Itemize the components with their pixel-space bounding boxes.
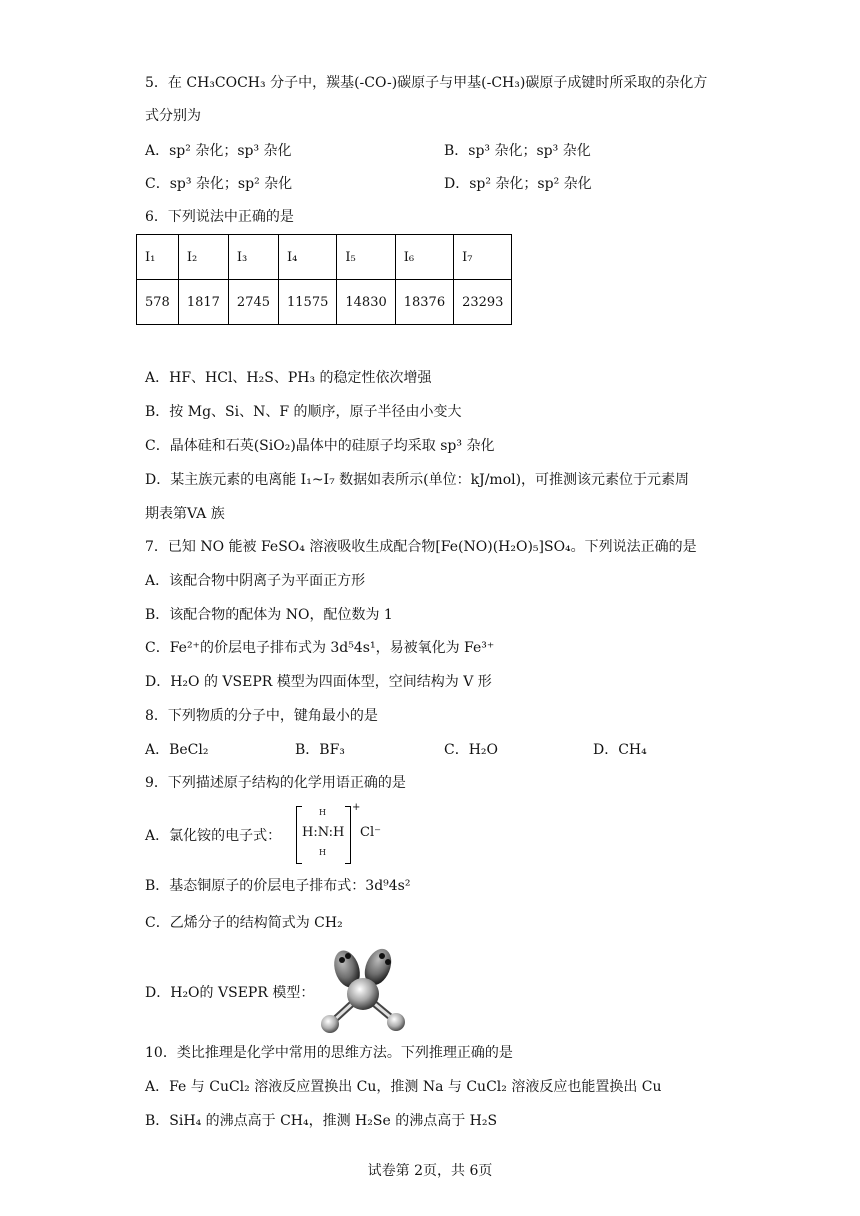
- oxygen-atom: [347, 978, 379, 1010]
- q9-option-b: B．基态铜原子的价层电子排布式：3d⁹4s²: [145, 878, 411, 894]
- table-header-cell: I₆: [395, 235, 453, 280]
- q6-option-d-line1: D．某主族元素的电离能 I₁~I₇ 数据如表所示(单位：kJ/mol)，可推测该元素位于元素周: [145, 472, 690, 488]
- lewis-center-row: H:N:H: [302, 825, 345, 840]
- q7-option-b: B．该配合物的配体为 NO，配位数为 1: [145, 607, 393, 623]
- q9-option-d-suffix: 的 VSEPR 模型：: [199, 985, 315, 1001]
- q9-option-a-prefix: A．氯化铵的电子式：: [145, 828, 282, 844]
- q7-option-c: C．Fe²⁺的价层电子排布式为 3d⁵4s¹，易被氧化为 Fe³⁺: [145, 640, 495, 656]
- table-value-cell: 18376: [395, 280, 453, 325]
- hydrogen-atom-right: [387, 1013, 405, 1031]
- q9-option-d-formula: H₂O: [170, 985, 200, 1001]
- q8-option-c: C．H₂O: [444, 742, 499, 758]
- q7-option-d: D．H₂O 的 VSEPR 模型为四面体型，空间结构为 V 形: [145, 674, 492, 690]
- lewis-anion: Cl⁻: [360, 825, 381, 840]
- q9-option-d-prefix: D．: [145, 985, 171, 1001]
- hydrogen-atom-left: [321, 1015, 339, 1033]
- q5-option-d: D．sp² 杂化；sp² 杂化: [444, 176, 592, 192]
- q10-option-b: B．SiH₄ 的沸点高于 CH₄，推测 H₂Se 的沸点高于 H₂S: [145, 1113, 498, 1129]
- table-header-row: [137, 235, 512, 280]
- table-value-cell: 1817: [178, 280, 228, 325]
- table-value-cell: 2745: [228, 280, 278, 325]
- table-header-cell: I₂: [178, 235, 228, 280]
- table-header-cell: I₇: [454, 235, 512, 280]
- right-bracket: [345, 806, 351, 864]
- q8-option-d: D．CH₄: [593, 742, 647, 758]
- table-header-cell: I₄: [279, 235, 337, 280]
- lewis-h-bottom: H: [319, 848, 326, 857]
- q9-option-d: [145, 983, 314, 1003]
- q5-option-b: B．sp³ 杂化；sp³ 杂化: [444, 143, 591, 159]
- q6-option-c: C．晶体硅和石英(SiO₂)晶体中的硅原子均采取 sp³ 杂化: [145, 438, 495, 454]
- q6-stem: 6．下列说法中正确的是: [145, 209, 294, 225]
- table-header-cell: I₁: [137, 235, 179, 280]
- q8-stem: 8．下列物质的分子中，键角最小的是: [145, 708, 378, 724]
- q6-option-d-line2: 期表第VA 族: [145, 506, 225, 522]
- q7-option-a: A．该配合物中阴离子为平面正方形: [145, 573, 366, 589]
- table-value-cell: 23293: [454, 280, 512, 325]
- page-footer: 试卷第 2页，共 6页: [367, 1163, 493, 1179]
- q6-option-b: B．按 Mg、Si、N、F 的顺序，原子半径由小变大: [145, 404, 462, 420]
- q5-stem-line2: 式分别为: [145, 108, 201, 124]
- table-value-cell: 14830: [337, 280, 395, 325]
- q6-option-a: A．HF、HCl、H₂S、PH₃ 的稳定性依次增强: [145, 370, 432, 386]
- q5-option-a: A．sp² 杂化；sp³ 杂化: [145, 143, 292, 159]
- table-value-cell: 578: [137, 280, 179, 325]
- table-value-cell: 11575: [279, 280, 337, 325]
- q10-option-a: A．Fe 与 CuCl₂ 溶液反应置换出 Cu，推测 Na 与 CuCl₂ 溶液反应也能置换出 Cu: [145, 1079, 662, 1095]
- table-value-row: [137, 280, 512, 325]
- ionization-energy-table: [136, 234, 512, 325]
- q9-option-c: C．乙烯分子的结构简式为 CH₂: [145, 915, 343, 931]
- lewis-h-top: H: [319, 808, 326, 817]
- q8-option-b: B．BF₃: [295, 742, 345, 758]
- q8-option-a: A．BeCl₂: [145, 742, 209, 758]
- q5-stem-line1: 5．在 CH₃COCH₃ 分子中，羰基(-CO-)碳原子与甲基(-CH₃)碳原子成键时所采取的杂化方: [145, 75, 708, 91]
- h2o-vsepr-model-image: [318, 944, 410, 1036]
- table-header-cell: I₃: [228, 235, 278, 280]
- q5-option-c: C．sp³ 杂化；sp² 杂化: [145, 176, 293, 192]
- ammonium-chloride-lewis-structure: [290, 802, 381, 864]
- lewis-charge: +: [352, 802, 361, 813]
- q10-stem: 10．类比推理是化学中常用的思维方法。下列推理正确的是: [145, 1045, 513, 1061]
- q9-stem: 9．下列描述原子结构的化学用语正确的是: [145, 775, 406, 791]
- table-header-cell: I₅: [337, 235, 395, 280]
- q7-stem: 7．已知 NO 能被 FeSO₄ 溶液吸收生成配合物[Fe(NO)(H₂O)₅]SO₄。下列说法正确的是: [145, 539, 697, 555]
